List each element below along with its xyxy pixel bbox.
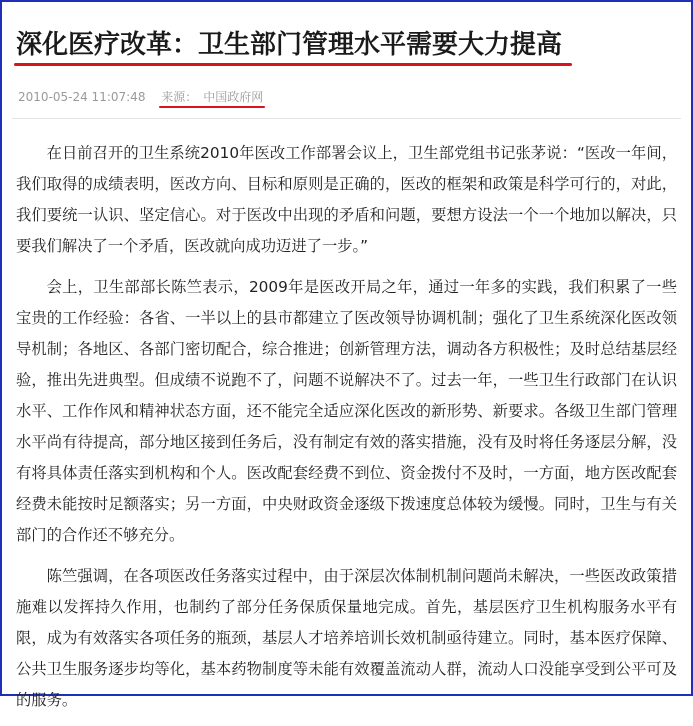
source-name: 中国政府网 <box>203 90 264 104</box>
paragraph-3: 陈竺强调，在各项医改任务落实过程中，由于深层次体制机制问题尚未解决，一些医改政策措施难以发挥持久作用，也制约了部分任务保质保量地完成。首先，基层医疗卫生机构服务水平有限，成为有效落实各项任务的瓶颈，基层人才培养培训长效机制亟待建立。同时，基本医疗保障、公共卫生服务逐步均等化，基本药物制度等未能有效覆盖流动人群，流动人口没能享受到公平可及的服务。 <box>16 567 677 709</box>
article-meta <box>18 88 263 105</box>
source-info <box>161 88 263 105</box>
article-body <box>16 138 677 726</box>
paragraph-1: 在日前召开的卫生系统2010年医改工作部署会议上，卫生部党组书记张茅说：“医改一年间，我们取得的成绩表明，医改方向、目标和原则是正确的，医改的框架和政策是科学可行的，对此，我们要统一认识、坚定信心。对于医改中出现的矛盾和问题，要想方设法一个一个地加以解决，只要我们解决了一个矛盾，医改就向成功迈进了一步。” <box>16 144 677 255</box>
title-block <box>16 28 562 62</box>
paragraph-2: 会上，卫生部部长陈竺表示，2009年是医改开局之年，通过一年多的实践，我们积累了一些宝贵的工作经验：各省、一半以上的县市都建立了医改领导协调机制；强化了卫生系统深化医改领导机制；各地区、各部门密切配合，综合推进；创新管理方法，调动各方积极性；及时总结基层经验，推出先进典型。但成绩不说跑不了，问题不说解决不了。过去一年，一些卫生行政部门在认识水平、工作作风和精神状态方面，还不能完全适应深化医改的新形势、新要求。各级卫生部门管理水平尚有待提高，部分地区接到任务后，没有制定有效的落实措施，没有及时将任务逐层分解，没有将具体责任落实到机构和个人。医改配套经费不到位、资金拨付不及时，一方面，地方医改配套经费未能按时足额落实；另一方面，中央财政资金逐级下拨速度总体较为缓慢。同时，卫生与有关部门的合作还不够充分。 <box>16 278 677 544</box>
publish-date: 2010-05-24 11:07:48 <box>18 90 146 104</box>
source-highlight-underline <box>159 106 265 108</box>
source-label: 来源： <box>161 90 198 104</box>
title-highlight-underline <box>14 63 572 66</box>
meta-divider <box>12 118 681 119</box>
article-title: 深化医疗改革：卫生部门管理水平需要大力提高 <box>16 30 563 60</box>
